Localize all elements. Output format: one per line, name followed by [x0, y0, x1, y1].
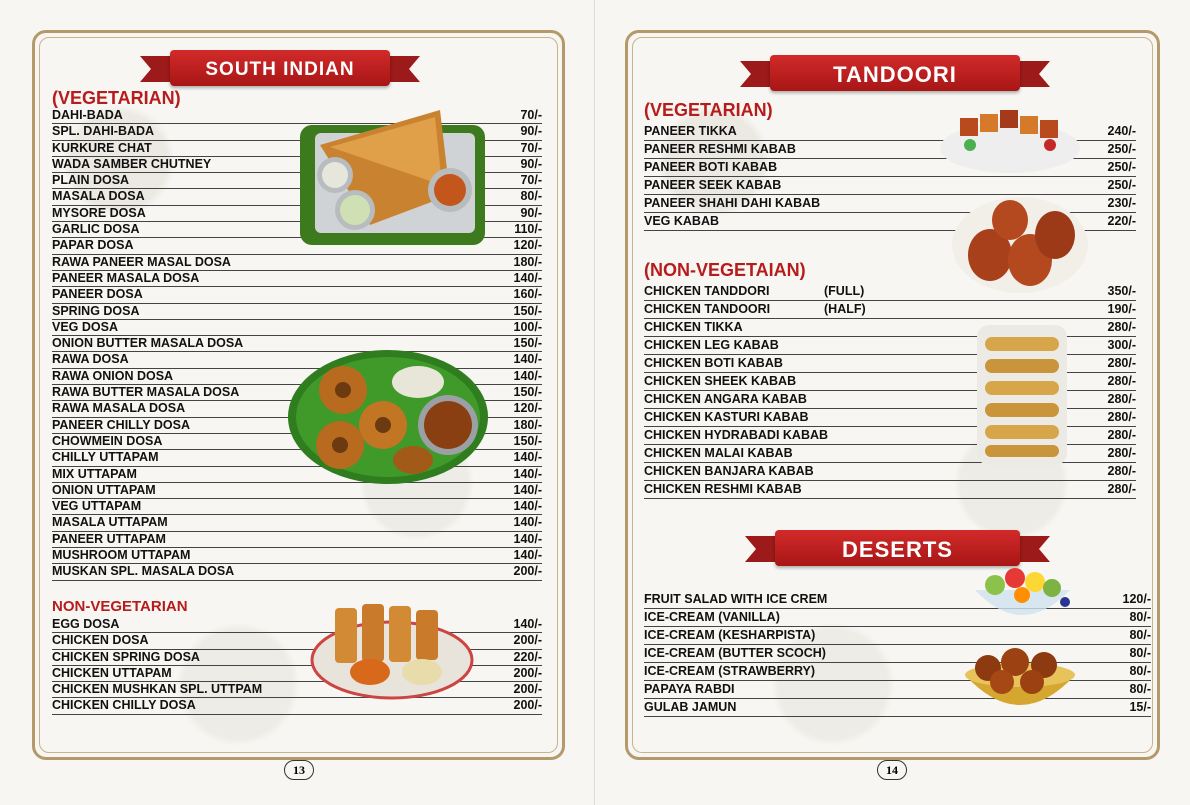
- menu-item-name: CHICKEN TANDDORI: [644, 284, 770, 298]
- menu-item-row: [52, 548, 542, 564]
- menu-item-portion: (HALF): [824, 302, 866, 316]
- menu-item-row: [644, 301, 1136, 319]
- menu-item-price: 200/-: [513, 665, 542, 680]
- menu-item-price: 80/-: [1129, 664, 1151, 678]
- nonveg-heading: (NON-VEGETAIAN): [644, 260, 806, 280]
- menu-item-name: CHICKEN TANDOORI: [644, 302, 771, 316]
- menu-item-name: CHICKEN UTTAPAM: [52, 665, 172, 680]
- chicken-dosa-image: [310, 600, 475, 700]
- menu-item-name: MUSKAN SPL. MASALA DOSA: [52, 564, 235, 579]
- menu-item-row: [52, 255, 542, 271]
- menu-item-name: VEG UTTAPAM: [52, 499, 142, 514]
- menu-item-name: PANEER TIKKA: [644, 124, 737, 138]
- menu-item-name: MASALA UTTAPAM: [52, 515, 168, 530]
- menu-item-name: CHICKEN KASTURI KABAB: [644, 410, 809, 424]
- dosa-plate-image: [300, 105, 485, 245]
- menu-item-name: RAWA PANEER MASAL DOSA: [52, 254, 231, 269]
- menu-item-price: 15/-: [1129, 700, 1151, 714]
- menu-item-name: CHICKEN SPRING DOSA: [52, 649, 200, 664]
- menu-item-price: 200/-: [513, 633, 542, 648]
- page-number: 14: [877, 760, 907, 780]
- menu-item-price: 220/-: [513, 649, 542, 664]
- menu-item-name: PANEER SEEK KABAB: [644, 178, 782, 192]
- menu-item-name: RAWA ONION DOSA: [52, 368, 174, 383]
- menu-item-price: 90/-: [520, 124, 542, 139]
- menu-item-name: EGG DOSA: [52, 617, 120, 631]
- menu-item-name: CHICKEN DOSA: [52, 633, 149, 648]
- menu-item-name: FRUIT SALAD WITH ICE CREM: [644, 592, 828, 606]
- menu-item-name: CHICKEN LEG KABAB: [644, 338, 779, 352]
- menu-item-price: 150/-: [513, 433, 542, 448]
- menu-item-name: VEG DOSA: [52, 319, 118, 334]
- menu-item-price: 280/-: [1107, 320, 1136, 334]
- menu-item-price: 250/-: [1107, 178, 1136, 192]
- menu-item-name: CHOWMEIN DOSA: [52, 433, 163, 448]
- menu-item-price: 80/-: [1129, 682, 1151, 696]
- menu-item-price: 280/-: [1107, 464, 1136, 478]
- menu-item-name: CHILLY UTTAPAM: [52, 450, 159, 465]
- menu-item-price: 140/-: [513, 548, 542, 563]
- menu-item-row: [52, 304, 542, 320]
- menu-item-row: [52, 532, 542, 548]
- menu-item-row: [52, 564, 542, 580]
- menu-item-price: 140/-: [513, 270, 542, 285]
- menu-item-name: CHICKEN BANJARA KABAB: [644, 464, 814, 478]
- menu-item-name: SPL. DAHI-BADA: [52, 124, 155, 139]
- menu-item-price: 70/-: [520, 108, 542, 122]
- menu-item-price: 140/-: [513, 368, 542, 383]
- menu-item-price: 140/-: [513, 617, 542, 631]
- menu-item-price: 70/-: [520, 140, 542, 155]
- menu-item-price: 70/-: [520, 173, 542, 188]
- menu-item-name: PANEER RESHMI KABAB: [644, 142, 796, 156]
- menu-item-row: [644, 463, 1136, 481]
- menu-item-price: 280/-: [1107, 374, 1136, 388]
- menu-item-price: 230/-: [1107, 196, 1136, 210]
- gulab-jamun-image: [960, 640, 1080, 720]
- menu-item-name: CHICKEN RESHMI KABAB: [644, 482, 802, 496]
- menu-item-price: 140/-: [513, 466, 542, 481]
- menu-item-price: 100/-: [513, 319, 542, 334]
- menu-item-price: 350/-: [1107, 284, 1136, 298]
- menu-item-price: 80/-: [1129, 646, 1151, 660]
- menu-item-price: 150/-: [513, 303, 542, 318]
- menu-item-name: CHICKEN HYDRABADI KABAB: [644, 428, 829, 442]
- menu-item-name: SPRING DOSA: [52, 303, 140, 318]
- menu-item-price: 140/-: [513, 482, 542, 497]
- tandoori-ribbon: [740, 55, 1050, 95]
- menu-item-name: MASALA DOSA: [52, 189, 145, 204]
- menu-item-price: 110/-: [514, 222, 542, 237]
- menu-item-price: 250/-: [1107, 160, 1136, 174]
- menu-item-price: 180/-: [513, 254, 542, 269]
- menu-item-name: RAWA DOSA: [52, 352, 129, 367]
- section-title: SOUTH INDIAN: [205, 59, 355, 80]
- menu-item-price: 120/-: [513, 238, 542, 253]
- menu-item-price: 300/-: [1107, 338, 1136, 352]
- menu-item-row: [52, 271, 542, 287]
- menu-item-name: RAWA MASALA DOSA: [52, 401, 186, 416]
- menu-item-price: 200/-: [513, 682, 542, 697]
- menu-item-name: CHICKEN BOTI KABAB: [644, 356, 783, 370]
- menu-item-name: ICE-CREAM (STRAWBERRY): [644, 664, 816, 678]
- menu-item-price: 160/-: [513, 287, 542, 302]
- nonveg-heading: NON-VEGETARIAN: [52, 598, 188, 615]
- menu-item-name: GARLIC DOSA: [52, 222, 140, 237]
- menu-item-name: ONION BUTTER MASALA DOSA: [52, 336, 244, 351]
- menu-item-price: 200/-: [513, 564, 542, 579]
- vada-sambar-image: [288, 350, 488, 485]
- menu-item-price: 200/-: [513, 698, 542, 713]
- menu-item-name: CHICKEN CHILLY DOSA: [52, 698, 196, 713]
- menu-item-price: 140/-: [513, 450, 542, 465]
- tandoori-chicken-image: [950, 190, 1090, 295]
- menu-item-price: 220/-: [1107, 214, 1136, 228]
- menu-item-price: 280/-: [1107, 482, 1136, 496]
- menu-item-price: 180/-: [513, 417, 542, 432]
- menu-item-price: 280/-: [1107, 410, 1136, 424]
- menu-item-price: 240/-: [1107, 124, 1136, 138]
- paneer-tikka-image: [940, 100, 1080, 175]
- menu-item-price: 120/-: [1122, 592, 1151, 606]
- menu-item-price: 140/-: [513, 515, 542, 530]
- menu-item-price: 140/-: [513, 531, 542, 546]
- menu-item-name: PANEER MASALA DOSA: [52, 270, 200, 285]
- menu-item-name: VEG KABAB: [644, 214, 720, 228]
- menu-item-name: PAPAYA RABDI: [644, 682, 735, 696]
- menu-item-row: [644, 481, 1136, 499]
- menu-item-row: [52, 320, 542, 336]
- menu-item-name: PAPAR DOSA: [52, 238, 134, 253]
- seekh-kabab-image: [977, 325, 1067, 465]
- menu-item-name: MYSORE DOSA: [52, 205, 146, 220]
- menu-item-price: 250/-: [1107, 142, 1136, 156]
- menu-item-price: 120/-: [513, 401, 542, 416]
- south-indian-ribbon: [140, 50, 420, 90]
- menu-item-name: MUSHROOM UTTAPAM: [52, 548, 191, 563]
- menu-item-name: WADA SAMBER CHUTNEY: [52, 156, 212, 171]
- menu-item-name: ICE-CREAM (VANILLA): [644, 610, 780, 624]
- menu-item-name: PLAIN DOSA: [52, 173, 130, 188]
- menu-item-price: 280/-: [1107, 428, 1136, 442]
- menu-item-name: ICE-CREAM (KESHARPISTA): [644, 628, 816, 642]
- menu-item-price: 90/-: [520, 156, 542, 171]
- menu-item-price: 80/-: [1129, 628, 1151, 642]
- menu-item-portion: (FULL): [824, 284, 865, 298]
- menu-item-price: 150/-: [513, 385, 542, 400]
- veg-heading: (VEGETARIAN): [52, 88, 181, 108]
- menu-item-name: PANEER DOSA: [52, 287, 143, 302]
- menu-item-name: DAHI-BADA: [52, 108, 123, 122]
- menu-item-price: 150/-: [513, 336, 542, 351]
- menu-item-name: CHICKEN MALAI KABAB: [644, 446, 793, 460]
- menu-item-price: 190/-: [1107, 302, 1136, 316]
- menu-item-name: ONION UTTAPAM: [52, 482, 156, 497]
- menu-item-name: PANEER SHAHI DAHI KABAB: [644, 196, 821, 210]
- menu-item-name: PANEER CHILLY DOSA: [52, 417, 190, 432]
- menu-item-name: KURKURE CHAT: [52, 140, 152, 155]
- menu-item-price: 140/-: [513, 352, 542, 367]
- menu-item-name: RAWA BUTTER MASALA DOSA: [52, 385, 240, 400]
- menu-item-row: [52, 698, 542, 714]
- menu-item-price: 80/-: [1129, 610, 1151, 624]
- menu-item-row: [52, 515, 542, 531]
- menu-item-price: 280/-: [1107, 446, 1136, 460]
- menu-item-name: CHICKEN SHEEK KABAB: [644, 374, 797, 388]
- menu-item-price: 90/-: [520, 205, 542, 220]
- fruit-salad-image: [970, 560, 1075, 635]
- section-title: DESERTS: [842, 537, 953, 562]
- menu-item-row: [52, 499, 542, 515]
- menu-item-price: 80/-: [520, 189, 542, 204]
- veg-heading: (VEGETARIAN): [644, 100, 773, 120]
- menu-item-price: 140/-: [513, 499, 542, 514]
- menu-item-row: [52, 287, 542, 303]
- menu-page-right: [595, 0, 1190, 805]
- menu-item-name: CHICKEN TIKKA: [644, 320, 743, 334]
- menu-item-price: 280/-: [1107, 356, 1136, 370]
- menu-item-name: CHICKEN MUSHKAN SPL. UTTPAM: [52, 682, 263, 697]
- menu-item-row: [52, 483, 542, 499]
- menu-item-name: MIX UTTAPAM: [52, 466, 137, 481]
- menu-item-name: PANEER UTTAPAM: [52, 531, 166, 546]
- menu-item-name: CHICKEN ANGARA KABAB: [644, 392, 807, 406]
- page-number: 13: [284, 760, 314, 780]
- menu-item-name: ICE-CREAM (BUTTER SCOCH): [644, 646, 826, 660]
- menu-item-name: GULAB JAMUN: [644, 700, 737, 714]
- menu-item-price: 280/-: [1107, 392, 1136, 406]
- section-title: TANDOORI: [833, 62, 957, 87]
- menu-item-name: PANEER BOTI KABAB: [644, 160, 778, 174]
